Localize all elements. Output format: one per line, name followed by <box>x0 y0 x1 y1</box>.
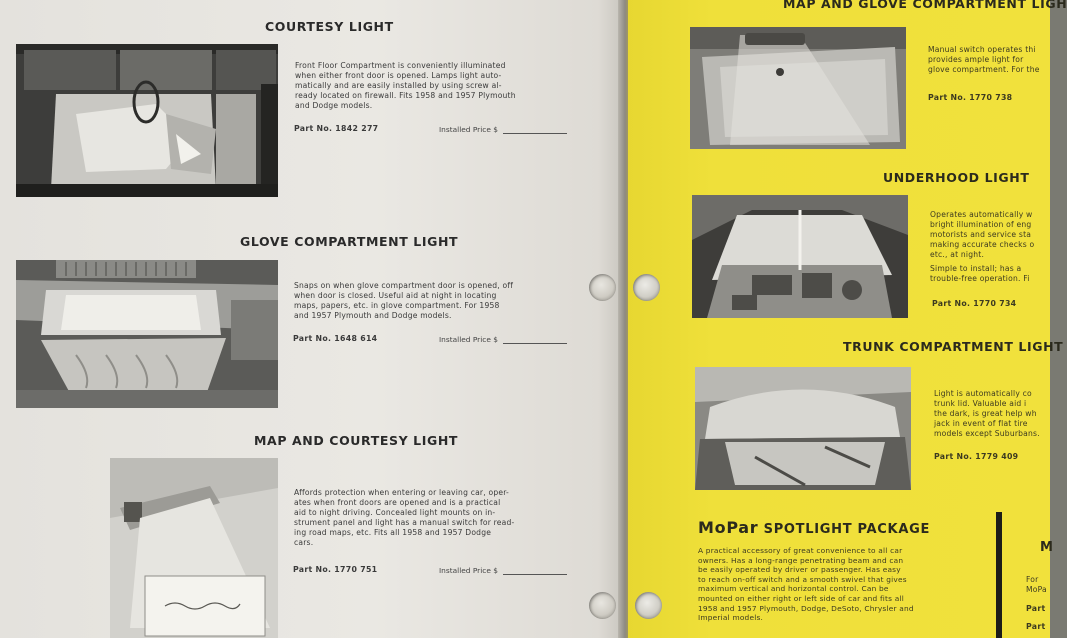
glove-price-label: Installed Price $ <box>439 335 498 344</box>
text-line: MoPa <box>1026 585 1047 594</box>
text-line: making accurate checks o <box>930 240 1035 249</box>
text-line: cars. <box>294 538 314 547</box>
text-line: Operates automatically w <box>930 210 1033 219</box>
trunk-part-number: Part No. 1779 409 <box>934 452 1019 461</box>
text-line: For <box>1026 575 1039 584</box>
text-line: aid to night driving. Concealed light mounts on in- <box>294 508 496 517</box>
text-line: bright illumination of eng <box>930 220 1032 229</box>
glove-price-line <box>503 343 567 344</box>
text-line: mounted on either right or left side of car and fits all <box>698 593 904 603</box>
binder-hole <box>633 274 660 301</box>
map-courtesy-heading: MAP AND COURTESY LIGHT <box>254 433 459 448</box>
text-line: ates when front doors are opened and is a practical <box>294 498 501 507</box>
text-line: Simple to install; has a <box>930 264 1022 273</box>
text-line: trouble-free operation. Fi <box>930 274 1030 283</box>
text-line: Imperial models. <box>698 613 764 623</box>
text-line: ready located on firewall. Fits 1958 and 1957 Plymouth <box>295 91 516 100</box>
right-page <box>628 0 1067 638</box>
map-courtesy-photo <box>110 458 278 638</box>
text-line: glove compartment. For the <box>928 65 1040 74</box>
binder-hole <box>635 592 662 619</box>
text-line: matically and are easily installed by using screw al- <box>295 81 502 90</box>
text-line: Manual switch operates thi <box>928 45 1036 54</box>
text-line: be easily operated by driver or passenger. Has easy <box>698 565 901 575</box>
map-glove-heading: MAP AND GLOVE COMPARTMENT LIGH <box>783 0 1067 11</box>
text-line: motorists and service sta <box>930 230 1032 239</box>
map-courtesy-price-label: Installed Price $ <box>439 566 498 575</box>
spotlight-heading <box>698 518 930 537</box>
text-line: provides ample light for <box>928 55 1024 64</box>
courtesy-price-label: Installed Price $ <box>439 125 498 134</box>
trunk-heading: TRUNK COMPARTMENT LIGHT <box>843 339 1064 354</box>
map-glove-part-number: Part No. 1770 738 <box>928 93 1013 102</box>
text-line: A practical accessory of great convenience to all car <box>698 546 903 555</box>
text-line: when door is closed. Useful aid at night in locating <box>294 291 497 300</box>
text-line: Front Floor Compartment is conveniently illuminated <box>295 61 506 70</box>
glove-light-heading: GLOVE COMPARTMENT LIGHT <box>240 234 459 249</box>
text-line: jack in event of flat tire <box>934 419 1028 428</box>
glove-light-description <box>294 281 554 321</box>
courtesy-light-description <box>295 61 555 111</box>
map-courtesy-description <box>294 488 554 548</box>
sidebar-black-rule <box>996 512 1002 638</box>
text-line: the dark, is great help wh <box>934 409 1037 418</box>
spotlight-heading-text: SPOTLIGHT PACKAGE <box>763 522 931 537</box>
courtesy-light-photo <box>16 44 278 197</box>
text-line: maps, papers, etc. in glove compartment. For 1958 <box>294 301 500 310</box>
courtesy-price-line <box>503 133 567 134</box>
underhood-heading: UNDERHOOD LIGHT <box>883 170 1030 185</box>
text-line: to reach on-off switch and a smooth swivel that gives <box>698 574 907 584</box>
sidebar-part: Part <box>1026 622 1046 631</box>
spotlight-description <box>698 546 958 623</box>
courtesy-part-number: Part No. 1842 277 <box>294 124 379 133</box>
text-line: models except Suburbans. <box>934 429 1040 438</box>
courtesy-light-heading: COURTESY LIGHT <box>265 19 394 34</box>
sidebar-part: Part <box>1026 604 1046 613</box>
binder-hole <box>589 592 616 619</box>
map-glove-description <box>928 45 1053 75</box>
sidebar-text <box>1026 575 1056 595</box>
text-line: Affords protection when entering or leaving car, oper- <box>294 488 509 497</box>
text-line: ing road maps, etc. Fits all 1958 and 1957 Dodge <box>294 528 492 537</box>
map-courtesy-part-number: Part No. 1770 751 <box>293 565 378 574</box>
text-line: maximum vertical and horizontal control. Can be <box>698 584 889 594</box>
underhood-description <box>930 210 1055 284</box>
map-glove-photo <box>690 27 906 149</box>
text-line: when either front door is opened. Lamps light auto- <box>295 71 502 80</box>
text-line: trunk lid. Valuable aid i <box>934 399 1027 408</box>
text-line: and 1957 Plymouth and Dodge models. <box>294 311 452 320</box>
binder-hole <box>589 274 616 301</box>
text-line: and Dodge models. <box>295 101 373 110</box>
map-courtesy-price-line <box>503 574 567 575</box>
mopar-brand: MoPar <box>698 518 759 537</box>
text-line: 1958 and 1957 Plymouth, Dodge, DeSoto, Chrysler and <box>698 603 914 613</box>
trunk-description <box>934 389 1059 439</box>
glove-part-number: Part No. 1648 614 <box>293 334 378 343</box>
text-line: strument panel and light has a manual switch for read- <box>294 518 515 527</box>
text-line: Light is automatically co <box>934 389 1032 398</box>
underhood-part-number: Part No. 1770 734 <box>932 299 1017 308</box>
sidebar-initial: M <box>1040 540 1054 555</box>
text-line: etc., at night. <box>930 250 985 259</box>
glove-light-photo <box>16 260 278 408</box>
underhood-photo <box>692 195 908 318</box>
text-line: Snaps on when glove compartment door is opened, off <box>294 281 514 290</box>
trunk-photo <box>695 367 911 490</box>
text-line: owners. Has a long-range penetrating beam and can <box>698 555 904 565</box>
